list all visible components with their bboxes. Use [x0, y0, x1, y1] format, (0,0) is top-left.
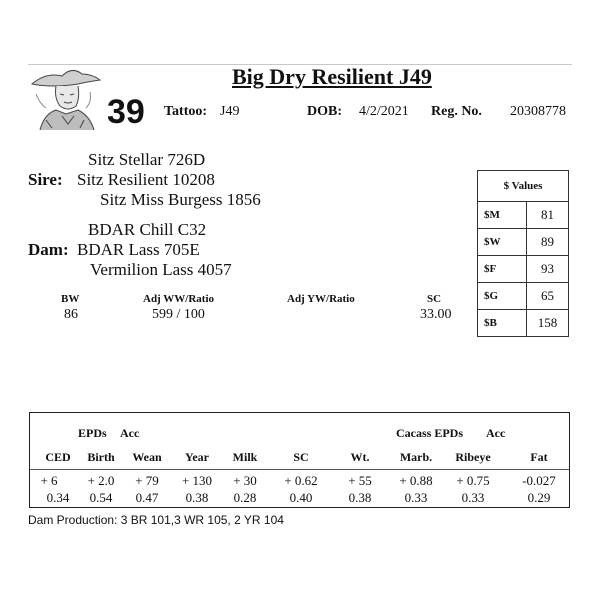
epd-accuracy: 0.40 [289, 490, 313, 505]
epd-accuracy: 0.28 [233, 490, 257, 505]
epd-value: + 0.75 [456, 473, 490, 488]
dollar-values-table [477, 170, 569, 337]
dam-production: Dam Production: 3 BR 101,3 WR 105, 2 YR 104 [28, 513, 284, 527]
dollar-key: $F [478, 256, 527, 283]
epds-acc-label: Acc [120, 426, 140, 440]
epd-value: -0.027 [522, 473, 556, 488]
epd-col-header: Marb. [399, 450, 433, 464]
dollar-value: 65 [527, 283, 569, 310]
sc-header: SC [427, 293, 442, 305]
epd-value: + 79 [135, 473, 159, 488]
epd-col-header: Fat [530, 450, 548, 464]
epd-value: + 2.0 [87, 473, 115, 488]
epd-col-header: Milk [232, 450, 258, 464]
dam-label: Dam: [28, 240, 69, 259]
sire-name: Sitz Resilient 10208 [77, 170, 215, 189]
epd-accuracy: 0.34 [46, 490, 70, 505]
adj-yw-header: Adj YW/Ratio [287, 293, 355, 305]
sire-label: Sire: [28, 170, 63, 189]
dollar-row [478, 202, 569, 229]
dollar-value: 89 [527, 229, 569, 256]
lot-number: 39 [107, 93, 145, 131]
reg-label: Reg. No. [431, 104, 482, 119]
dollar-key: $W [478, 229, 527, 256]
adj-ww-value: 599 / 100 [152, 307, 205, 322]
epd-accuracy: 0.29 [527, 490, 551, 505]
sire-dam: Sitz Miss Burgess 1856 [100, 190, 261, 209]
epd-accuracy: 0.33 [461, 490, 485, 505]
dam-sire: BDAR Chill C32 [88, 220, 207, 239]
epd-value: + 130 [181, 473, 213, 488]
dollar-values-title: $ Values [478, 171, 569, 202]
sc-value: 33.00 [420, 307, 452, 322]
epd-col-header: CED [45, 450, 71, 464]
epd-accuracy: 0.38 [348, 490, 372, 505]
epd-divider [30, 469, 569, 470]
dob-value: 4/2/2021 [359, 104, 409, 119]
animal-name-title: Big Dry Resilient J49 [232, 64, 432, 89]
epd-accuracy: 0.33 [404, 490, 428, 505]
tattoo-label: Tattoo: [164, 104, 208, 119]
epds-label: EPDs [78, 426, 107, 440]
sire-sire: Sitz Stellar 726D [88, 150, 206, 169]
epd-table [29, 412, 570, 508]
bw-header: BW [61, 293, 80, 305]
epd-value: + 30 [233, 473, 257, 488]
dollar-value: 93 [527, 256, 569, 283]
epd-col-header: Wt. [350, 450, 370, 464]
epd-col-header: Wean [132, 450, 162, 464]
dam-dam: Vermilion Lass 4057 [90, 260, 232, 279]
epd-accuracy: 0.47 [135, 490, 159, 505]
dam-name: BDAR Lass 705E [77, 240, 200, 259]
epd-col-header: SC [293, 450, 309, 464]
epd-accuracy: 0.54 [89, 490, 113, 505]
epd-col-header: Ribeye [455, 450, 491, 464]
carcass-epds-label: Cacass EPDs [396, 426, 464, 440]
epd-value: + 55 [348, 473, 372, 488]
dollar-value: 158 [527, 310, 569, 337]
dollar-row [478, 229, 569, 256]
epd-col-header: Year [185, 450, 209, 464]
dollar-row [478, 310, 569, 337]
dollar-value: 81 [527, 202, 569, 229]
dollar-key: $M [478, 202, 527, 229]
epd-value: + 0.62 [284, 473, 318, 488]
cowboy-sketch-icon [26, 64, 104, 134]
carcass-acc-label: Acc [486, 426, 506, 440]
adj-ww-header: Adj WW/Ratio [143, 293, 214, 305]
tattoo-value: J49 [220, 104, 240, 119]
dollar-row [478, 256, 569, 283]
epd-accuracy: 0.38 [185, 490, 209, 505]
dob-label: DOB: [307, 104, 342, 119]
reg-value: 20308778 [510, 104, 566, 119]
epd-value: + 0.88 [399, 473, 433, 488]
epd-value: + 6 [40, 473, 58, 488]
bw-value: 86 [64, 307, 78, 322]
dollar-row [478, 283, 569, 310]
epd-col-header: Birth [87, 450, 115, 464]
dollar-key: $G [478, 283, 527, 310]
dollar-key: $B [478, 310, 527, 337]
